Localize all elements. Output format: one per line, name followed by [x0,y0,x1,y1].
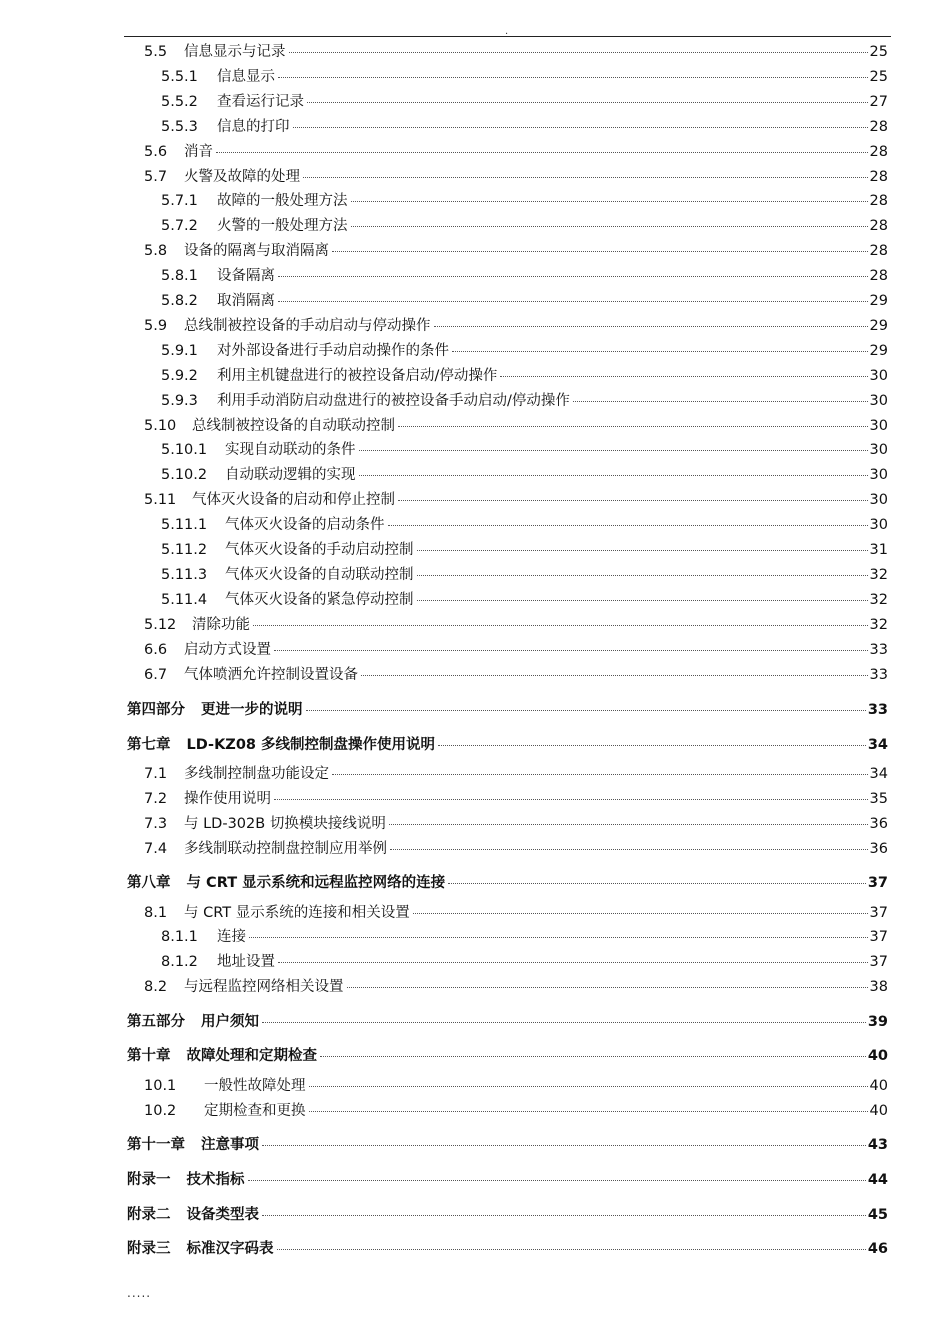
toc-entry-title: 气体灭火设备的手动启动控制 [225,542,414,558]
header-mark: . [505,26,509,37]
dot-leader [347,986,868,988]
toc-entry-title: 火警的一般处理方法 [217,218,348,234]
toc-entry[interactable] [161,540,888,560]
dot-leader [309,1110,868,1112]
toc-entry-page: 37 [869,929,888,945]
toc-entry-page: 29 [869,343,888,359]
toc-entry-page: 30 [869,368,888,384]
dot-leader [306,709,866,711]
toc-entry[interactable] [127,735,888,755]
toc-entry-title: 更进一步的说明 [201,702,303,718]
toc-entry[interactable] [144,1101,888,1121]
dot-leader [359,474,868,476]
toc-entry-number: 10.1 [144,1078,177,1094]
toc-entry[interactable] [161,117,888,137]
dot-leader [390,848,868,850]
dot-leader [309,1085,868,1087]
dot-leader [303,176,868,178]
toc-entry[interactable] [144,903,888,923]
toc-entry-number: 8.1.1 [161,929,198,945]
toc-entry-number: 5.7.1 [161,193,198,209]
toc-entry-number: 5.11 [144,492,177,508]
dot-leader [389,823,868,825]
dot-leader [289,51,868,53]
toc-entry-number: 第五部分 [127,1014,185,1030]
toc-entry-page: 28 [869,243,888,259]
toc-entry-page: 34 [867,737,888,753]
toc-entry[interactable] [144,615,888,635]
dot-leader [320,1055,866,1057]
toc-entry-number: 7.1 [144,766,168,782]
dot-leader [351,200,868,202]
toc-entry-page: 44 [867,1172,888,1188]
toc-entry[interactable] [161,191,888,211]
toc-entry-title: 查看运行记录 [217,94,304,110]
toc-entry[interactable] [127,1170,888,1190]
toc-entry-title: 设备类型表 [186,1207,259,1223]
toc-entry-number: 5.10 [144,418,177,434]
toc-entry-title: 气体喷洒允许控制设置设备 [184,667,358,683]
toc-entry[interactable] [127,700,888,720]
toc-entry-title: 技术指标 [186,1172,245,1188]
toc-entry-title: 总线制被控设备的手动启动与停动操作 [184,318,431,334]
toc-entry-number: 5.5.3 [161,119,198,135]
toc-entry-number: 5.8.1 [161,268,198,284]
toc-entry-number: 第十一章 [127,1137,185,1153]
toc-entry-title: 信息显示 [217,69,275,85]
toc-entry-number: 6.7 [144,667,168,683]
toc-entry-title: 火警及故障的处理 [184,169,300,185]
toc-entry[interactable] [161,391,888,411]
toc-entry-title: 利用手动消防启动盘进行的被控设备手动启动/停动操作 [217,393,570,409]
dot-leader [351,225,868,227]
toc-entry-title: 清除功能 [192,617,250,633]
toc-entry-page: 29 [869,318,888,334]
dot-leader [398,425,868,427]
dot-leader [278,275,868,277]
toc-entry-page: 30 [869,418,888,434]
toc-entry[interactable] [161,366,888,386]
toc-entry[interactable] [144,241,888,261]
toc-entry-number: 5.8.2 [161,293,198,309]
toc-entry-number: 第八章 [127,875,171,891]
toc-entry-page: 30 [869,467,888,483]
toc-entry-title: 与 CRT 显示系统和远程监控网络的连接 [186,875,446,891]
toc-entry[interactable] [127,1012,888,1032]
toc-entry-page: 25 [869,44,888,60]
toc-entry-number: 5.5.2 [161,94,198,110]
dot-leader [452,350,868,352]
toc-entry[interactable] [161,291,888,311]
toc-entry-page: 30 [869,393,888,409]
toc-entry-number: 8.1 [144,905,168,921]
toc-entry-number: 附录三 [127,1241,171,1257]
dot-leader [332,773,868,775]
toc-entry[interactable] [144,665,888,685]
toc-entry-title: 气体灭火设备的启动条件 [225,517,385,533]
toc-entry-title: 总线制被控设备的自动联动控制 [192,418,395,434]
toc-entry-page: 28 [869,144,888,160]
toc-entry-title: 气体灭火设备的启动和停止控制 [192,492,395,508]
toc-entry-number: 附录二 [127,1207,171,1223]
dot-leader [417,599,868,601]
toc-entry[interactable] [161,67,888,87]
toc-entry-page: 31 [869,542,888,558]
toc-entry[interactable] [161,927,888,947]
dot-leader [361,674,868,676]
toc-entry-page: 28 [869,193,888,209]
toc-entry[interactable] [144,814,888,834]
toc-entry[interactable] [144,764,888,784]
toc-entry-title: 实现自动联动的条件 [225,442,356,458]
toc-entry-page: 28 [869,268,888,284]
toc-entry-page: 36 [869,816,888,832]
toc-entry-page: 30 [869,442,888,458]
toc-entry-number: 5.9.1 [161,343,198,359]
toc-entry-page: 40 [869,1103,888,1119]
dot-leader [278,76,868,78]
toc-entry[interactable] [144,839,888,859]
toc-entry-title: 与 LD-302B 切换模块接线说明 [184,816,386,832]
toc-entry-number: 5.11.3 [161,567,208,583]
toc-entry-page: 38 [869,979,888,995]
toc-entry-page: 43 [867,1137,888,1153]
toc-entry[interactable] [161,266,888,286]
dot-leader [278,300,868,302]
toc-entry-page: 37 [869,954,888,970]
toc-entry-page: 40 [867,1048,888,1064]
toc-entry-number: 5.10.2 [161,467,208,483]
dot-leader [262,1144,866,1146]
toc-entry-page: 33 [869,642,888,658]
toc-entry-number: 5.11.4 [161,592,208,608]
dot-leader [278,961,868,963]
toc-entry-title: 气体灭火设备的自动联动控制 [225,567,414,583]
toc-entry-number: 5.5.1 [161,69,198,85]
dot-leader [388,524,868,526]
toc-entry-title: 故障的一般处理方法 [217,193,348,209]
dot-leader [293,126,868,128]
dot-leader [307,101,868,103]
toc-entry[interactable] [161,515,888,535]
toc-entry-number: 5.9.2 [161,368,198,384]
toc-entry-number: 第四部分 [127,702,185,718]
toc-entry[interactable] [144,416,888,436]
toc-entry-title: 信息的打印 [217,119,290,135]
dot-leader [434,325,868,327]
toc-entry-number: 8.1.2 [161,954,198,970]
toc-entry-number: 5.9.3 [161,393,198,409]
dot-leader [262,1214,866,1216]
toc-entry-page: 33 [867,702,888,718]
toc-entry[interactable] [161,216,888,236]
dot-leader [500,375,867,377]
toc-entry-number: 5.9 [144,318,168,334]
toc-entry-number: 附录一 [127,1172,171,1188]
footer-mark: ..... [127,1286,152,1300]
toc-entry-title: 设备的隔离与取消隔离 [184,243,329,259]
toc-entry-title: 消音 [184,144,213,160]
toc-entry-title: 注意事项 [201,1137,259,1153]
toc-entry-page: 28 [869,169,888,185]
toc-entry-number: 第十章 [127,1048,171,1064]
toc-entry-title: 用户须知 [201,1014,259,1030]
toc-entry-title: LD-KZ08 多线制控制盘操作使用说明 [186,737,436,753]
toc-entry-title: 一般性故障处理 [204,1078,306,1094]
toc-entry-number: 5.5 [144,44,168,60]
toc-entry[interactable] [127,1135,888,1155]
toc-entry-title: 与 CRT 显示系统的连接和相关设置 [184,905,410,921]
toc-entry-title: 设备隔离 [217,268,275,284]
toc-entry-number: 5.7 [144,169,168,185]
toc-entry[interactable] [161,440,888,460]
toc-entry[interactable] [144,316,888,336]
toc-entry[interactable] [161,92,888,112]
toc-entry-page: 27 [869,94,888,110]
dot-leader [249,936,868,938]
toc-entry[interactable] [127,1239,888,1259]
toc-entry-title: 多线制控制盘功能设定 [184,766,329,782]
toc-entry-title: 启动方式设置 [184,642,271,658]
toc-entry-title: 利用主机键盘进行的被控设备启动/停动操作 [217,368,498,384]
toc-entry-page: 45 [867,1207,888,1223]
toc-entry-number: 5.12 [144,617,177,633]
toc-entry-title: 气体灭火设备的紧急停动控制 [225,592,414,608]
toc-entry-page: 33 [869,667,888,683]
dot-leader [398,499,868,501]
toc-entry-page: 32 [869,617,888,633]
toc-entry-number: 5.11.2 [161,542,208,558]
toc-entry-title: 操作使用说明 [184,791,271,807]
toc-entry-page: 40 [869,1078,888,1094]
toc-entry-page: 30 [869,517,888,533]
toc-entry-title: 地址设置 [217,954,275,970]
toc-entry-number: 5.11.1 [161,517,208,533]
toc-entry-number: 5.8 [144,243,168,259]
toc-entry[interactable] [127,873,888,893]
toc-entry[interactable] [127,1046,888,1066]
toc-entry-number: 7.3 [144,816,168,832]
toc-entry[interactable] [144,490,888,510]
toc-entry-title: 定期检查和更换 [204,1103,306,1119]
toc-entry-number: 7.4 [144,841,168,857]
toc-entry-page: 32 [869,592,888,608]
toc-entry-page: 25 [869,69,888,85]
toc-entry[interactable] [144,640,888,660]
dot-leader [277,1248,866,1250]
toc-entry[interactable] [127,1205,888,1225]
toc-entry-title: 信息显示与记录 [184,44,286,60]
dot-leader [253,624,868,626]
dot-leader [274,798,868,800]
toc-entry[interactable] [161,341,888,361]
toc-entry-page: 28 [869,119,888,135]
dot-leader [417,549,868,551]
toc-entry-title: 与远程监控网络相关设置 [184,979,344,995]
toc-entry[interactable] [144,142,888,162]
toc-entry[interactable] [161,565,888,585]
dot-leader [274,649,868,651]
toc-entry[interactable] [144,1076,888,1096]
toc-entry-number: 10.2 [144,1103,177,1119]
toc-entry-page: 37 [869,905,888,921]
toc-entry-number: 第七章 [127,737,171,753]
dot-leader [573,400,868,402]
dot-leader [413,912,868,914]
toc-entry-page: 37 [867,875,888,891]
toc-entry-number: 5.7.2 [161,218,198,234]
toc-entry-title: 连接 [217,929,246,945]
toc-entry-page: 32 [869,567,888,583]
dot-leader [448,882,866,884]
toc-entry-page: 39 [867,1014,888,1030]
toc-entry-number: 6.6 [144,642,168,658]
toc-entry-page: 35 [869,791,888,807]
toc-entry-page: 36 [869,841,888,857]
toc-entry[interactable] [161,952,888,972]
toc-entry-page: 46 [867,1241,888,1257]
dot-leader [248,1179,866,1181]
dot-leader [417,574,868,576]
toc-entry-number: 8.2 [144,979,168,995]
toc-entry-title: 标准汉字码表 [186,1241,274,1257]
toc-entry-title: 自动联动逻辑的实现 [225,467,356,483]
toc-entry-title: 故障处理和定期检查 [186,1048,317,1064]
toc-entry-number: 5.6 [144,144,168,160]
toc-entry[interactable] [161,465,888,485]
toc-entry[interactable] [144,977,888,997]
dot-leader [216,151,868,153]
toc-entry-page: 30 [869,492,888,508]
toc-entry-number: 5.10.1 [161,442,208,458]
toc-entry-title: 多线制联动控制盘控制应用举例 [184,841,387,857]
toc-entry-title: 取消隔离 [217,293,275,309]
toc-entry-title: 对外部设备进行手动启动操作的条件 [217,343,449,359]
dot-leader [438,744,866,746]
toc-entry[interactable] [144,789,888,809]
toc-entry-page: 28 [869,218,888,234]
dot-leader [359,449,868,451]
dot-leader [332,250,868,252]
toc-entry[interactable] [144,167,888,187]
toc-entry-number: 7.2 [144,791,168,807]
dot-leader [262,1021,866,1023]
toc-entry[interactable] [144,42,888,62]
toc-entry[interactable] [161,590,888,610]
toc-entry-page: 34 [869,766,888,782]
toc-entry-page: 29 [869,293,888,309]
